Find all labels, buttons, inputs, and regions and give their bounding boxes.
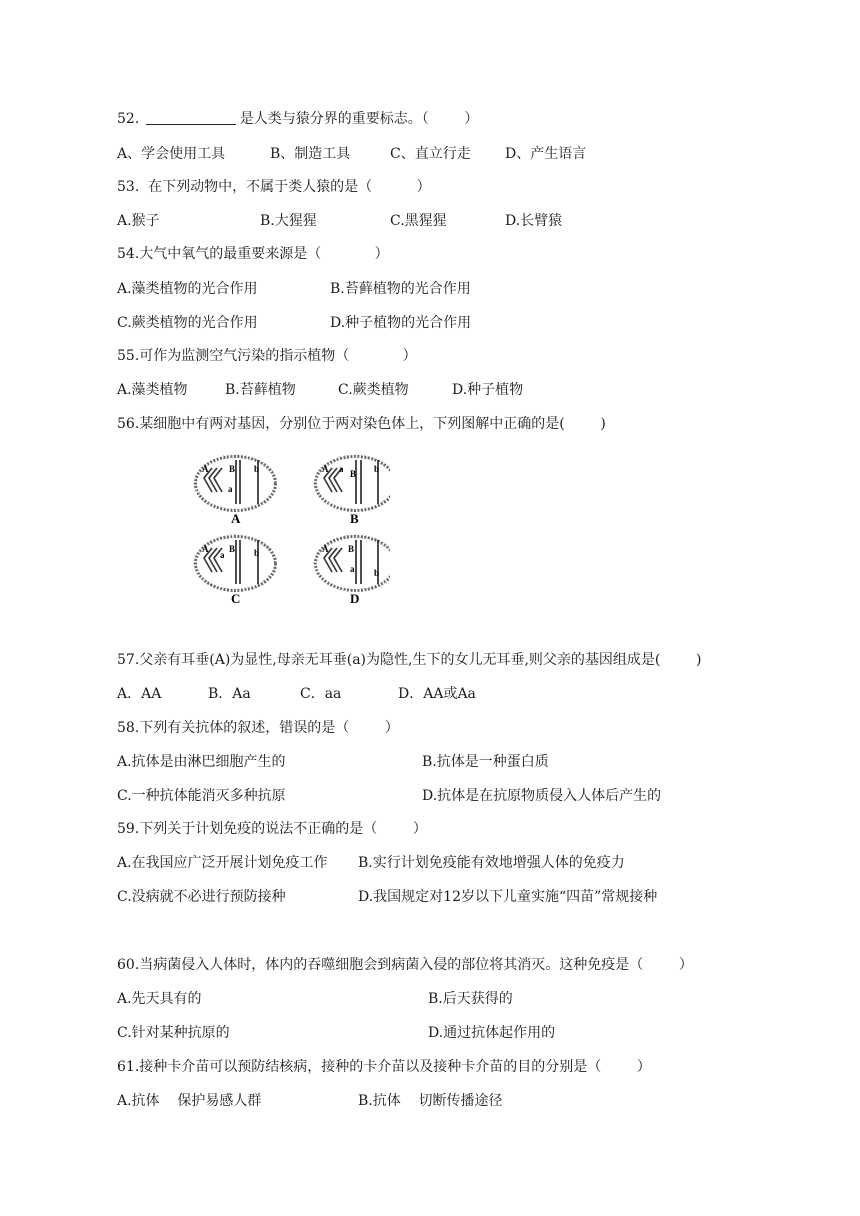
cell-a[interactable] xyxy=(195,456,275,526)
cell-c[interactable] xyxy=(195,536,275,606)
option-a[interactable]: A．AA xyxy=(117,686,162,702)
figure-label-c: C xyxy=(231,591,241,606)
figure-label-a: A xyxy=(231,511,241,526)
option-a[interactable]: A.藻类植物的光合作用 xyxy=(117,281,258,297)
gene-label: A xyxy=(202,544,209,554)
answer-blank[interactable] xyxy=(146,110,236,125)
option-d[interactable]: D．AA或Aa xyxy=(398,686,476,702)
option-d[interactable]: D.我国规定对12岁以下儿童实施“四苗”常规接种 xyxy=(358,889,658,905)
option-d[interactable]: D.种子植物 xyxy=(452,382,524,398)
gene-label: B xyxy=(348,544,355,554)
question-58-stem: 58.下列有关抗体的叙述，错误的是（ ） xyxy=(117,720,399,736)
option-b[interactable]: B.抗体 切断传播途径 xyxy=(358,1093,503,1109)
gene-label: a xyxy=(350,564,355,574)
question-54-stem: 54.大气中氧气的最重要来源是（ ） xyxy=(117,246,389,262)
option-b[interactable]: B.抗体是一种蛋白质 xyxy=(422,754,549,770)
gene-label: A xyxy=(202,464,209,474)
figure-label-b: B xyxy=(350,511,359,526)
option-b[interactable]: B．Aa xyxy=(208,686,251,702)
gene-label: b xyxy=(374,464,380,474)
gene-label: b xyxy=(254,464,260,474)
option-a[interactable]: A.先天具有的 xyxy=(117,991,202,1007)
option-d[interactable]: D.通过抗体起作用的 xyxy=(428,1025,556,1041)
option-d[interactable]: D、产生语言 xyxy=(505,146,587,162)
option-b[interactable]: B.实行计划免疫能有效地增强人体的免疫力 xyxy=(358,855,625,871)
question-52 xyxy=(117,110,478,128)
cell-d[interactable] xyxy=(315,536,390,606)
option-c[interactable]: C．aa xyxy=(300,686,342,702)
gene-label: B xyxy=(229,544,236,554)
option-d[interactable]: D.抗体是在抗原物质侵入人体后产生的 xyxy=(422,788,662,804)
figure-label-d: D xyxy=(350,591,360,606)
gene-label: a xyxy=(228,484,233,494)
option-c[interactable]: C.没病就不必进行预防接种 xyxy=(117,889,286,905)
option-b[interactable]: B、制造工具 xyxy=(270,146,351,162)
question-59-stem: 59.下列关于计划免疫的说法不正确的是（ ） xyxy=(117,821,427,837)
gene-label: a xyxy=(339,464,344,474)
option-b[interactable]: B.苔藓植物的光合作用 xyxy=(330,281,471,297)
option-a[interactable]: A.藻类植物 xyxy=(117,382,188,398)
option-c[interactable]: C.蕨类植物的光合作用 xyxy=(117,315,258,331)
option-c[interactable]: C.一种抗体能消灭多种抗原 xyxy=(117,788,286,804)
option-a[interactable]: A.抗体是由淋巴细胞产生的 xyxy=(117,754,286,770)
question-number: 52. xyxy=(117,111,140,127)
chromosome-figure xyxy=(190,448,390,608)
option-a[interactable]: A.在我国应广泛开展计划免疫工作 xyxy=(117,855,328,871)
gene-label: A xyxy=(322,544,329,554)
option-c[interactable]: C、直立行走 xyxy=(390,146,471,162)
option-c[interactable]: C.蕨类植物 xyxy=(338,382,409,398)
gene-label: B xyxy=(229,464,236,474)
option-b[interactable]: B.大猩猩 xyxy=(260,213,317,229)
option-a[interactable]: A.抗体 保护易感人群 xyxy=(117,1093,262,1109)
question-56-stem: 56.某细胞中有两对基因，分别位于两对染色体上，下列图解中正确的是( ) xyxy=(117,416,606,432)
option-a[interactable]: A、学会使用工具 xyxy=(117,146,226,162)
question-53-stem: 53. 在下列动物中，不属于类人猿的是（ ） xyxy=(117,179,431,195)
option-b[interactable]: B.后天获得的 xyxy=(428,991,513,1007)
question-57-stem: 57.父亲有耳垂(A)为显性,母亲无耳垂(a)为隐性,生下的女儿无耳垂,则父亲的基因组成是( ) xyxy=(117,652,702,668)
question-stem: 是人类与猿分界的重要标志。（ ） xyxy=(239,111,479,127)
question-60-stem: 60.当病菌侵入人体时，体内的吞噬细胞会到病菌入侵的部位将其消灭。这种免疫是（ ） xyxy=(117,957,693,973)
question-61-stem: 61.接种卡介苗可以预防结核病，接种的卡介苗以及接种卡介苗的目的分别是（ ） xyxy=(117,1059,651,1075)
option-c[interactable]: C.针对某种抗原的 xyxy=(117,1025,230,1041)
option-d[interactable]: D.长臂猿 xyxy=(505,213,563,229)
gene-label: A xyxy=(322,464,329,474)
option-c[interactable]: C.黑猩猩 xyxy=(390,213,447,229)
gene-label: b xyxy=(374,568,380,578)
option-a[interactable]: A.猴子 xyxy=(117,213,160,229)
option-b[interactable]: B.苔藓植物 xyxy=(225,382,296,398)
gene-label: B xyxy=(350,469,357,479)
cell-b[interactable] xyxy=(315,456,390,526)
gene-label: a xyxy=(220,550,225,560)
chromosome-diagrams xyxy=(190,448,390,608)
gene-label: b xyxy=(254,548,260,558)
option-d[interactable]: D.种子植物的光合作用 xyxy=(330,315,472,331)
question-55-stem: 55.可作为监测空气污染的指示植物（ ） xyxy=(117,348,417,364)
